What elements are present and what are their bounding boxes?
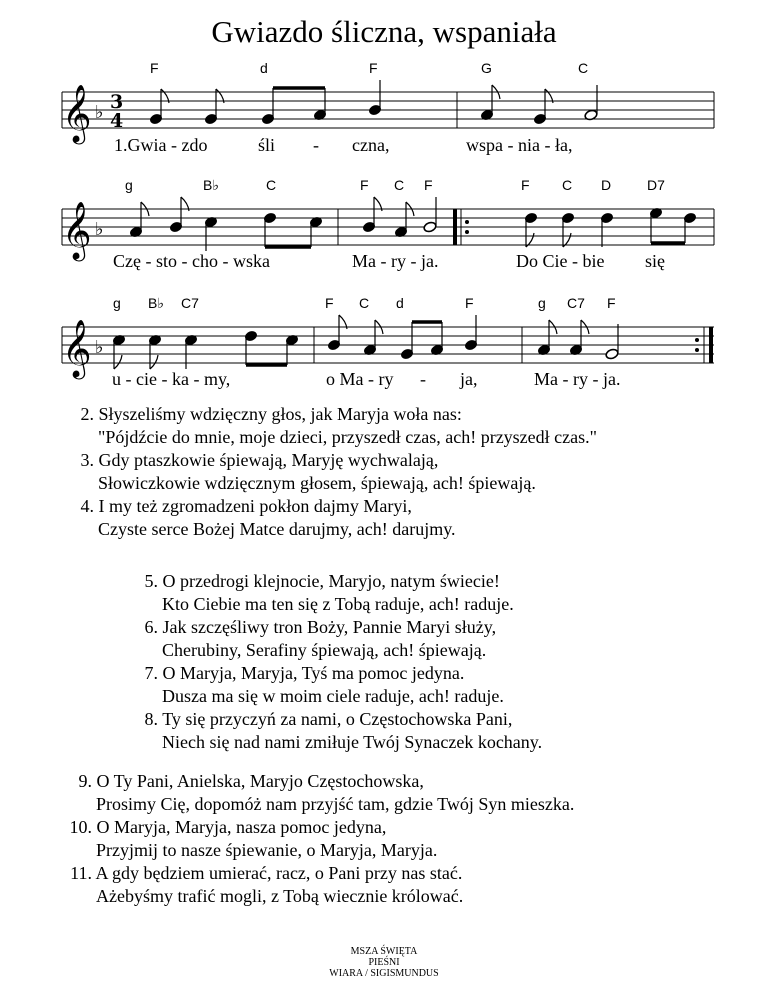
lyric-syllable: Czę - sto - cho - wska — [113, 251, 270, 271]
chord-symbol: C — [394, 177, 405, 193]
verse-9 — [48, 770, 574, 816]
verse-line: O Maryja, Maryja, Tyś ma pomoc jedyna. — [162, 663, 465, 683]
chord-symbol: F — [325, 295, 334, 311]
chord-symbol: B♭ — [148, 295, 164, 311]
verse-7 — [138, 662, 542, 708]
verses-block-b — [138, 570, 542, 754]
verse-number: 5. — [144, 571, 158, 591]
verse-line: Ażebyśmy trafić mogli, z Tobą wiecznie królować. — [96, 886, 464, 906]
flat-sign-icon: ♭ — [95, 102, 104, 123]
verse-number: 7. — [144, 663, 158, 683]
verse-line: Cherubiny, Serafiny śpiewają, ach! śpiewają. — [162, 640, 487, 660]
lyric-syllable: u - cie - ka - my, — [112, 369, 231, 389]
verses-block-c — [48, 770, 574, 908]
verse-line: O Maryja, Maryja, nasza pomoc jedyna, — [96, 817, 387, 837]
lyric-syllable: o Ma - ry — [326, 369, 394, 389]
footer-line: PIEŚNI — [368, 957, 400, 968]
footer-credits — [0, 946, 768, 979]
verse-number: 9. — [78, 771, 92, 791]
verse-4 — [74, 495, 597, 541]
verse-line: Prosimy Cię, dopomóż nam przyjść tam, gdzie Twój Syn mieszka. — [96, 794, 575, 814]
verse-number: 10. — [69, 817, 92, 837]
chord-symbol: F — [424, 177, 433, 193]
treble-clef-icon: 𝄞 — [62, 84, 92, 142]
chord-symbol: C7 — [181, 295, 199, 311]
flat-sign-icon: ♭ — [95, 219, 104, 240]
lyric-syllable: - — [313, 135, 319, 155]
lyric-syllable: Ma - ry - ja. — [534, 369, 621, 389]
lyric-syllable: śli — [258, 135, 276, 155]
verse-line: Gdy ptaszkowie śpiewają, Maryję wychwalają, — [98, 450, 439, 470]
lyric-syllable: się — [645, 251, 665, 271]
chord-symbol: g — [125, 177, 133, 193]
footer-line: MSZA ŚWIĘTA — [350, 946, 418, 957]
chord-symbol: g — [538, 295, 546, 311]
song-title: Gwiazdo śliczna, wspaniała — [211, 14, 557, 49]
treble-clef-icon: 𝄞 — [62, 201, 92, 259]
chord-symbol: F — [521, 177, 530, 193]
chord-symbol: F — [607, 295, 616, 311]
chord-symbol: D7 — [647, 177, 665, 193]
verse-line: Ty się przyczyń za nami, o Częstochowska Pani, — [162, 709, 513, 729]
verse-line: Przyjmij to nasze śpiewanie, o Maryja, Maryja. — [96, 840, 438, 860]
verse-line: Jak szczęśliwy tron Boży, Pannie Maryi służy, — [162, 617, 497, 637]
verse-number: 8. — [144, 709, 158, 729]
chord-symbol: C — [359, 295, 370, 311]
chord-symbol: d — [396, 295, 404, 311]
chord-symbol: C — [266, 177, 277, 193]
verse-line: Słyszeliśmy wdzięczny głos, jak Maryja woła nas: — [98, 404, 462, 424]
lyric-syllable: Ma - ry - ja. — [352, 251, 439, 271]
verse-number: 2. — [80, 404, 94, 424]
verse-line: Dusza ma się w moim ciele raduje, ach! raduje. — [162, 686, 504, 706]
flat-sign-icon: ♭ — [95, 337, 104, 358]
chord-symbol: B♭ — [203, 177, 219, 193]
footer-line: WIARA / SIGISMUNDUS — [329, 968, 439, 979]
chord-symbol: F — [369, 60, 378, 76]
lyric-syllable: Do Cie - bie — [516, 251, 605, 271]
lyric-syllable: ja, — [460, 369, 478, 389]
verse-line: Kto Ciebie ma ten się z Tobą raduje, ach! raduje. — [162, 594, 514, 614]
verse-line: "Pójdźcie do mnie, moje dzieci, przyszedł czas, ach! przyszedł czas." — [98, 427, 597, 447]
chord-symbol: C — [578, 60, 589, 76]
chord-symbol: F — [360, 177, 369, 193]
verse-6 — [138, 616, 542, 662]
verse-number: 11. — [70, 863, 92, 883]
treble-clef-icon: 𝄞 — [62, 319, 92, 377]
chord-symbol: F — [150, 60, 159, 76]
verse-10 — [48, 816, 574, 862]
chord-symbol: G — [481, 60, 492, 76]
verse-number: 3. — [80, 450, 94, 470]
chord-symbol: d — [260, 60, 268, 76]
verses-block-a — [74, 403, 597, 541]
verse-line: I my też zgromadzeni pokłon dajmy Maryi, — [98, 496, 412, 516]
verse-11 — [48, 862, 574, 908]
verse-5 — [138, 570, 542, 616]
verse-3 — [74, 449, 597, 495]
svg-text:4: 4 — [110, 110, 124, 132]
verse-number: 4. — [80, 496, 94, 516]
verse-line: O Ty Pani, Anielska, Maryjo Częstochowska, — [96, 771, 424, 791]
verse-2 — [74, 403, 597, 449]
chord-symbol: C — [562, 177, 573, 193]
lyric-syllable: 1.Gwia - zdo — [114, 135, 208, 155]
chord-symbol: g — [113, 295, 121, 311]
chord-symbol: F — [465, 295, 474, 311]
lyric-syllable: czna, — [352, 135, 390, 155]
lyric-syllable: - — [420, 369, 426, 389]
chord-symbol: C7 — [567, 295, 585, 311]
svg-text:3: 3 — [110, 91, 124, 113]
verse-line: Słowiczkowie wdzięcznym głosem, śpiewają, ach! śpiewają. — [98, 473, 536, 493]
verse-8 — [138, 708, 542, 754]
lyric-syllable: wspa - nia - ła, — [466, 135, 573, 155]
verse-line: O przedrogi klejnocie, Maryjo, natym świecie! — [162, 571, 500, 591]
verse-line: Czyste serce Bożej Matce darujmy, ach! darujmy. — [98, 519, 456, 539]
chord-symbol: D — [601, 177, 612, 193]
verse-number: 6. — [144, 617, 158, 637]
verse-line: A gdy będziem umierać, racz, o Pani przy nas stać. — [95, 863, 463, 883]
verse-line: Niech się nad nami zmiłuje Twój Synaczek kochany. — [162, 732, 543, 752]
